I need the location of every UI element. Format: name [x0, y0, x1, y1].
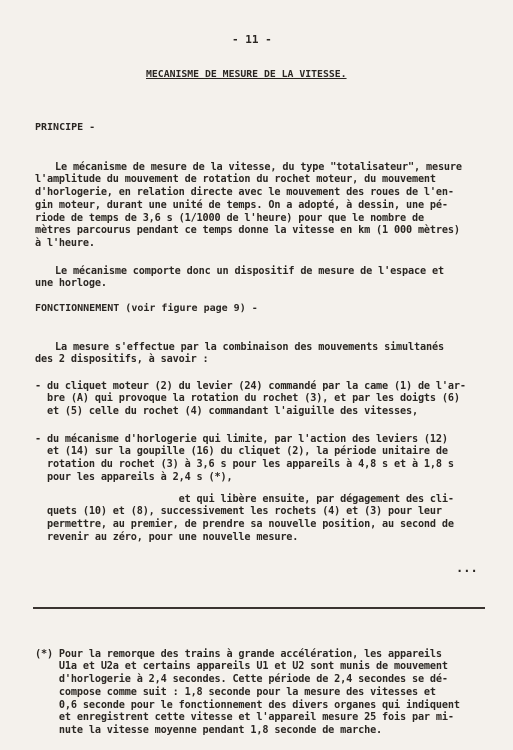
text-line: des 2 dispositifs, à savoir : [35, 354, 209, 366]
list-item [35, 368, 466, 419]
text-line: à l'heure. [35, 237, 95, 249]
text-line: nute la vitesse moyenne pendant 1,8 seconde de marche. [35, 724, 383, 736]
text-line: mètres parcourus pendant ce temps donne la vitesse en km (1 000 mètres) [35, 225, 460, 237]
text-line: pour les appareils à 2,4 s (*), [35, 471, 233, 483]
fonctionnement-heading: FONCTIONNEMENT (voir figure page 9) - [35, 303, 258, 314]
text-line: (*) Pour la remorque des trains à grande accélération, les appareils [35, 648, 442, 660]
text-line: d'horlogerie, en relation directe avec le mouvement des roues de l'en- [35, 187, 454, 199]
text-line: et qui libère ensuite, par dégagement des cli- [35, 493, 454, 505]
text-line: l'amplitude du mouvement de rotation du rochet moteur, du mouvement [35, 174, 436, 186]
text-line: quets (10) et (8), successivement les rochets (4) et (3) pour leur [35, 506, 442, 518]
fonctionnement-intro [35, 329, 444, 367]
text-line: bre (A) qui provoque la rotation du rochet (3), et par les doigts (6) [35, 393, 460, 405]
footnote-divider [33, 607, 485, 609]
ellipsis: ... [456, 561, 478, 575]
principe-heading: PRINCIPE - [35, 122, 96, 133]
text-line: La mesure s'effectue par la combinaison des mouvements simultanés [55, 341, 444, 353]
page-number: - 11 - [232, 33, 272, 46]
text-line: riode de temps de 3,6 s (1/1000 de l'heure) pour que le nombre de [35, 212, 424, 224]
footnote [35, 636, 460, 738]
principe-paragraph-1 [35, 149, 462, 251]
principe-paragraph-2 [35, 253, 444, 291]
text-line: Le mécanisme comporte donc un dispositif de mesure de l'espace et [55, 265, 444, 277]
text-line: et (5) celle du rochet (4) commandant l'aiguille des vitesses, [35, 406, 418, 418]
text-line: permettre, au premier, de prendre sa nouvelle position, au second de [35, 519, 454, 531]
text-line: une horloge. [35, 278, 107, 290]
text-line: U1a et U2a et certains appareils U1 et U2 sont munis de mouvement [35, 661, 448, 673]
list-item [35, 421, 454, 485]
text-line: compose comme suit : 1,8 seconde pour la mesure des vitesses et [35, 686, 436, 698]
text-line: et enregistrent cette vitesse et l'appareil mesure 25 fois par mi- [35, 712, 454, 724]
text-line: - du mécanisme d'horlogerie qui limite, par l'action des leviers (12) [35, 433, 448, 445]
text-line: rotation du rochet (3) à 3,6 s pour les appareils à 4,8 s et à 1,8 s [35, 459, 454, 471]
list-item-continuation [35, 481, 454, 545]
text-line: d'horlogerie à 2,4 secondes. Cette période de 2,4 secondes se dé- [35, 674, 448, 686]
text-line: revenir au zéro, pour une nouvelle mesure. [35, 531, 299, 543]
text-line: 0,6 seconde pour le fonctionnement des divers organes qui indiquent [35, 699, 460, 711]
text-line: - du cliquet moteur (2) du levier (24) commandé par la came (1) de l'ar- [35, 380, 466, 392]
text-line: Le mécanisme de mesure de la vitesse, du type "totalisateur", mesure [55, 161, 462, 173]
page-title: MECANISME DE MESURE DE LA VITESSE. [146, 69, 347, 80]
text-line: gin moteur, durant une unité de temps. On a adopté, à dessin, une pé- [35, 199, 448, 211]
text-line: et (14) sur la goupille (16) du cliquet (2), la période unitaire de [35, 446, 448, 458]
